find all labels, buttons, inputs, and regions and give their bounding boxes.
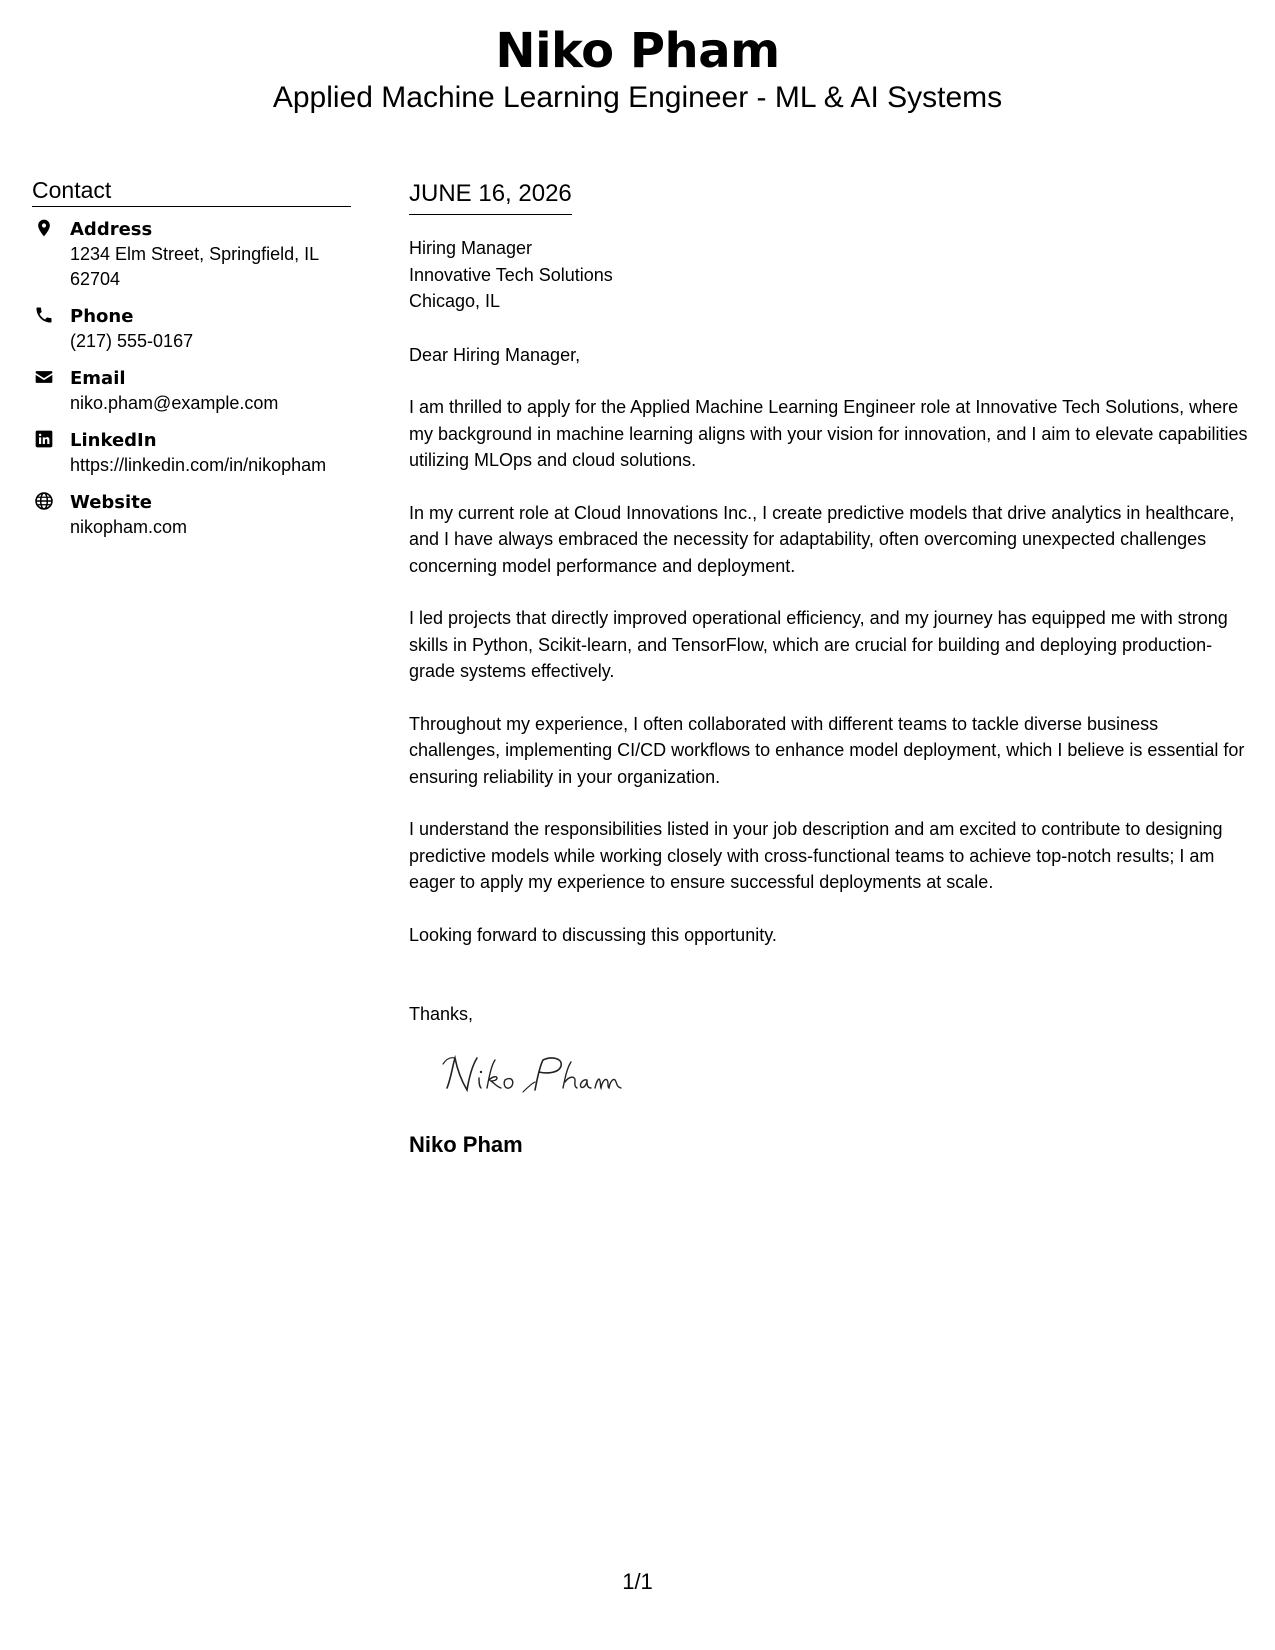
body-paragraph: Looking forward to discussing this opportunity. <box>409 924 777 945</box>
contact-item-email <box>32 366 352 416</box>
handwritten-signature <box>439 1048 639 1100</box>
resume-header <box>0 22 1275 116</box>
body-paragraph: I am thrilled to apply for the Applied Machine Learning Engineer role at Innovative Tech Solutions, where my background in machine learning aligns with your vision for innovation, and I aim to elevate capabilities utilizing MLOps and cloud solutions. <box>409 397 1248 470</box>
recipient-title: Hiring Manager <box>409 238 533 258</box>
body-paragraph: I understand the responsibilities listed in your job description and am excited to contribute to designing predictive models while working closely with cross-functional teams to achieve top-notch results; I am eager to apply my experience to ensure successful deployments at scale. <box>409 819 1223 892</box>
contact-list <box>32 217 352 540</box>
body-paragraph: I led projects that directly improved operational efficiency, and my journey has equipped me with strong skills in Python, Scikit-learn, and TensorFlow, which are crucial for building and deploying production-grade systems effectively. <box>409 608 1228 681</box>
recipient-location: Chicago, IL <box>409 291 501 311</box>
contact-label: LinkedIn <box>70 430 157 451</box>
contact-item-phone <box>32 304 352 354</box>
contact-label: Website <box>70 492 153 513</box>
recipient-company: Innovative Tech Solutions <box>409 264 613 285</box>
contact-label: Address <box>70 219 153 240</box>
body-paragraph: Throughout my experience, I often collaborated with different teams to tackle diverse business challenges, implementing CI/CD workflows to enhance model deployment, which I believe is essential for ensuring reliability in your organization. <box>409 713 1245 787</box>
email-value[interactable]: niko.pham@example.com <box>70 393 279 413</box>
phone-value: (217) 555-0167 <box>70 331 194 351</box>
closing: Thanks, <box>409 1004 474 1024</box>
phone-icon <box>34 305 54 325</box>
linkedin-icon <box>34 429 54 449</box>
cover-letter <box>409 178 1251 1159</box>
contact-sidebar <box>32 176 352 552</box>
recipient-block <box>409 235 1251 315</box>
linkedin-value[interactable]: https://linkedin.com/in/nikopham <box>70 455 327 475</box>
page-number: 1/1 <box>622 1569 653 1594</box>
contact-label: Email <box>70 368 126 389</box>
envelope-icon <box>34 367 54 387</box>
contact-heading: Contact <box>32 176 351 207</box>
salutation: Dear Hiring Manager, <box>409 344 581 365</box>
body-paragraph: In my current role at Cloud Innovations Inc., I create predictive models that drive analytics in healthcare, and I have always embraced the necessity for adaptability, often overcoming unexpected challenges concerning model performance and deployment. <box>409 502 1235 576</box>
globe-icon <box>34 491 54 511</box>
contact-label: Phone <box>70 306 134 327</box>
letter-date: JUNE 16, 2026 <box>409 178 572 215</box>
job-title: Applied Machine Learning Engineer - ML & AI Systems <box>272 81 1003 114</box>
contact-item-linkedin <box>32 428 352 478</box>
map-pin-icon <box>34 218 54 238</box>
contact-item-website <box>32 490 352 540</box>
signer-name: Niko Pham <box>409 1132 523 1157</box>
address-value: 1234 Elm Street, Springfield, IL 62704 <box>70 244 319 289</box>
contact-item-address <box>32 217 352 292</box>
applicant-name: Niko Pham <box>495 23 780 79</box>
website-value[interactable]: nikopham.com <box>70 517 188 537</box>
